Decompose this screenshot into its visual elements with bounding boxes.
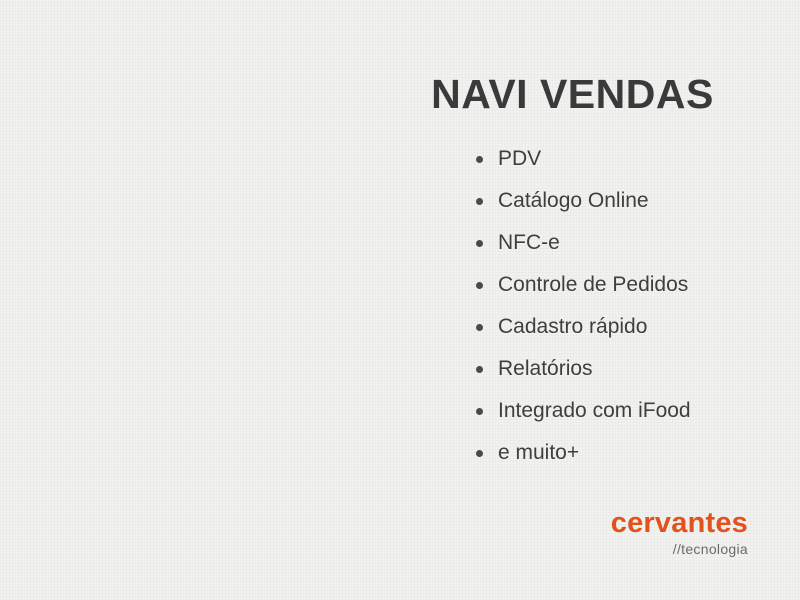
list-item-label: Integrado com iFood (498, 399, 691, 422)
bullet-dot-icon (476, 324, 483, 331)
bullet-dot-icon (476, 198, 483, 205)
list-item (462, 148, 782, 169)
company-logo (611, 509, 748, 556)
list-item-label: NFC-e (498, 231, 560, 254)
bullet-dot-icon (476, 408, 483, 415)
list-item (462, 442, 782, 463)
logo-wordmark: cervantes (610, 507, 748, 539)
page-title: NAVI VENDAS (431, 71, 714, 117)
logo-tagline: //tecnologia (672, 541, 748, 557)
list-item-label: Catálogo Online (498, 189, 649, 212)
feature-list (462, 148, 782, 484)
list-item-label: Cadastro rápido (498, 315, 648, 338)
list-item (462, 400, 782, 421)
list-item (462, 190, 782, 211)
bullet-dot-icon (476, 156, 483, 163)
list-item-label: Relatórios (498, 357, 593, 380)
list-item (462, 232, 782, 253)
list-item (462, 358, 782, 379)
list-item-label: Controle de Pedidos (498, 273, 689, 296)
bullet-dot-icon (476, 282, 483, 289)
list-item-label: e muito+ (498, 441, 580, 464)
list-item-label: PDV (498, 147, 542, 170)
list-item (462, 274, 782, 295)
bullet-dot-icon (476, 366, 483, 373)
bullet-dot-icon (476, 450, 483, 457)
list-item (462, 316, 782, 337)
bullet-dot-icon (476, 240, 483, 247)
